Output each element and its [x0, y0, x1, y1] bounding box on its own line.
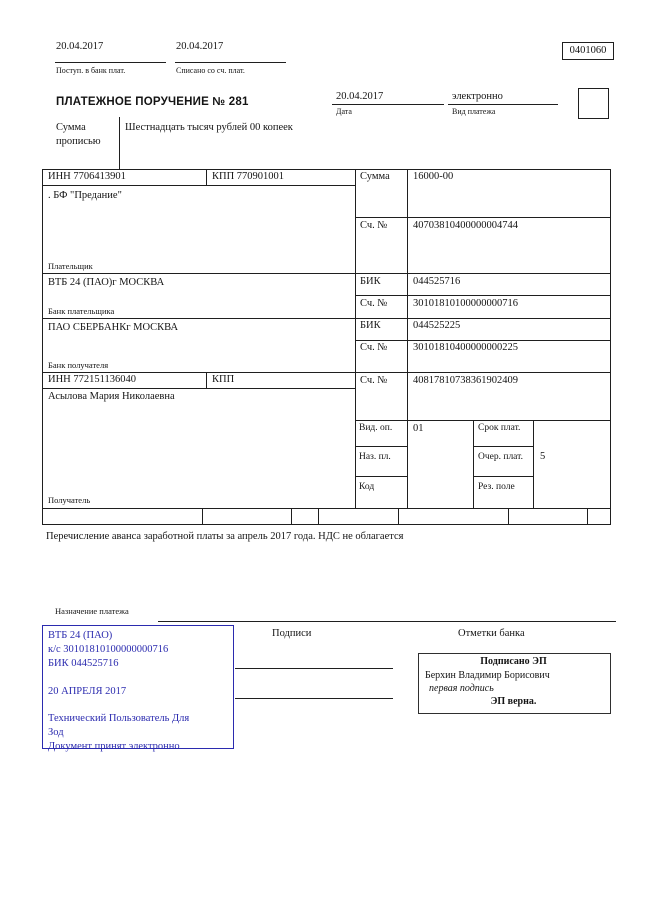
sum-value: 16000-00 — [413, 171, 454, 182]
grid-line — [42, 524, 611, 525]
grid-line — [355, 340, 611, 341]
grid-line — [355, 420, 611, 421]
status-checkbox — [578, 88, 609, 119]
stamp-verified-label: ЭП верна. — [490, 696, 537, 707]
payee-bank-account-label: Сч. № — [360, 342, 388, 353]
grid-line — [42, 372, 611, 373]
note-line: БИК 044525716 — [48, 657, 119, 669]
purpose-underline — [158, 621, 616, 622]
payer-bank-name: ВТБ 24 (ПАО)г МОСКВА — [48, 277, 165, 288]
op-type-value: 01 — [413, 423, 424, 434]
received-in-bank-date: 20.04.2017 — [56, 41, 104, 52]
amount-words-label-2: прописью — [56, 136, 101, 147]
note-line — [48, 671, 228, 685]
amount-words-label-1: Сумма — [56, 122, 86, 133]
grid-line — [533, 420, 534, 508]
payee-bank-name: ПАО СБЕРБАНКг МОСКВА — [48, 322, 179, 333]
grid-line — [42, 318, 611, 319]
purpose-text: Перечисление аванса заработной платы за апрель 2017 года. НДС не облагается — [46, 531, 404, 542]
grid-line — [473, 476, 533, 477]
debited-label: Списано со сч. плат. — [176, 66, 245, 75]
stamp-signer-name: Берхин Владимир Борисович — [425, 670, 550, 681]
op-type-label: Вид. оп. — [359, 423, 393, 433]
amount-words-divider — [119, 117, 120, 169]
note-line: Технический Пользователь Для — [48, 713, 190, 725]
grid-line — [610, 169, 611, 525]
grid-line — [42, 185, 355, 186]
grid-line — [398, 508, 399, 524]
form-code-box: 0401060 — [562, 42, 614, 60]
bank-electronic-note — [42, 625, 234, 753]
note-line: Зод — [48, 727, 64, 739]
payer-inn: ИНН 7706413901 — [48, 171, 126, 182]
payee-label: Получатель — [48, 495, 91, 505]
grid-line — [318, 508, 319, 524]
bank-marks-title: Отметки банка — [458, 628, 525, 639]
note-line: Документ принят электронно — [48, 741, 180, 753]
debited-date: 20.04.2017 — [176, 41, 224, 52]
payer-bank-bik-value: 044525716 — [413, 276, 461, 287]
grid-line — [42, 273, 611, 274]
note-line: к/с 30101810100000000716 — [48, 643, 169, 655]
payee-bank-bik-value: 044525225 — [413, 320, 461, 331]
grid-line — [473, 446, 533, 447]
payment-kind-label: Вид платежа — [452, 107, 496, 116]
stamp-signed-label: Подписано ЭП — [480, 656, 547, 667]
payer-name: . БФ "Предание" — [48, 190, 122, 201]
payee-inn: ИНН 772151136040 — [48, 374, 136, 385]
reserve-field-label: Рез. поле — [478, 482, 515, 492]
received-in-bank-label: Поступ. в банк плат. — [56, 66, 126, 75]
grid-line — [508, 508, 509, 524]
payee-kpp: КПП — [212, 374, 235, 385]
grid-line — [355, 476, 407, 477]
debited-underline — [175, 62, 286, 63]
grid-line — [355, 169, 356, 508]
payer-kpp: КПП 770901001 — [212, 171, 285, 182]
note-line: ВТБ 24 (ПАО) — [48, 630, 113, 641]
payee-bank-account-value: 30101810400000000225 — [413, 342, 518, 353]
document-date: 20.04.2017 — [336, 91, 384, 102]
signatures-title: Подписи — [272, 628, 312, 639]
payer-account-value: 40703810400000004744 — [413, 220, 518, 231]
payee-bank-label: Банк получателя — [48, 360, 109, 370]
grid-line — [355, 217, 611, 218]
payee-bank-bik-label: БИК — [360, 320, 381, 331]
payee-name: Асылова Мария Николаевна — [48, 391, 175, 402]
grid-line — [291, 508, 292, 524]
grid-line — [42, 169, 611, 170]
date-underline — [332, 104, 444, 105]
grid-line — [42, 508, 611, 509]
payee-account-label: Сч. № — [360, 375, 388, 386]
code-label: Код — [359, 482, 375, 492]
pay-term-label: Срок плат. — [478, 423, 521, 433]
grid-line — [206, 169, 207, 186]
grid-line — [206, 372, 207, 389]
note-line: 20 АПРЕЛЯ 2017 — [48, 685, 127, 697]
sum-label: Сумма — [360, 171, 390, 182]
pay-order-value: 5 — [540, 451, 546, 462]
payer-account-label: Сч. № — [360, 220, 388, 231]
payer-label: Плательщик — [48, 261, 93, 271]
grid-line — [587, 508, 588, 524]
received-underline — [55, 62, 166, 63]
grid-line — [202, 508, 203, 524]
grid-line — [355, 295, 611, 296]
date-label: Дата — [336, 107, 352, 116]
pay-purpose-label: Наз. пл. — [359, 452, 391, 462]
payer-bank-account-label: Сч. № — [360, 298, 388, 309]
grid-line — [407, 169, 408, 508]
payer-bank-label: Банк плательщика — [48, 306, 115, 316]
signature-line-2 — [235, 698, 393, 699]
signature-line-1 — [235, 668, 393, 669]
stamp-signature-kind: первая подпись — [429, 683, 494, 694]
grid-line — [42, 388, 355, 389]
payment-kind-value: электронно — [452, 91, 503, 102]
grid-line — [473, 420, 474, 508]
grid-line — [355, 446, 407, 447]
payer-bank-account-value: 30101810100000000716 — [413, 298, 518, 309]
note-line — [48, 699, 228, 713]
purpose-label: Назначение платежа — [55, 606, 129, 616]
payee-account-value: 40817810738361902409 — [413, 375, 518, 386]
grid-line — [42, 169, 43, 525]
pay-order-label: Очер. плат. — [478, 452, 523, 462]
document-title: ПЛАТЕЖНОЕ ПОРУЧЕНИЕ № 281 — [56, 96, 249, 108]
amount-words-value: Шестнадцать тысяч рублей 00 копеек — [125, 122, 293, 133]
payer-bank-bik-label: БИК — [360, 276, 381, 287]
payment-kind-underline — [448, 104, 558, 105]
